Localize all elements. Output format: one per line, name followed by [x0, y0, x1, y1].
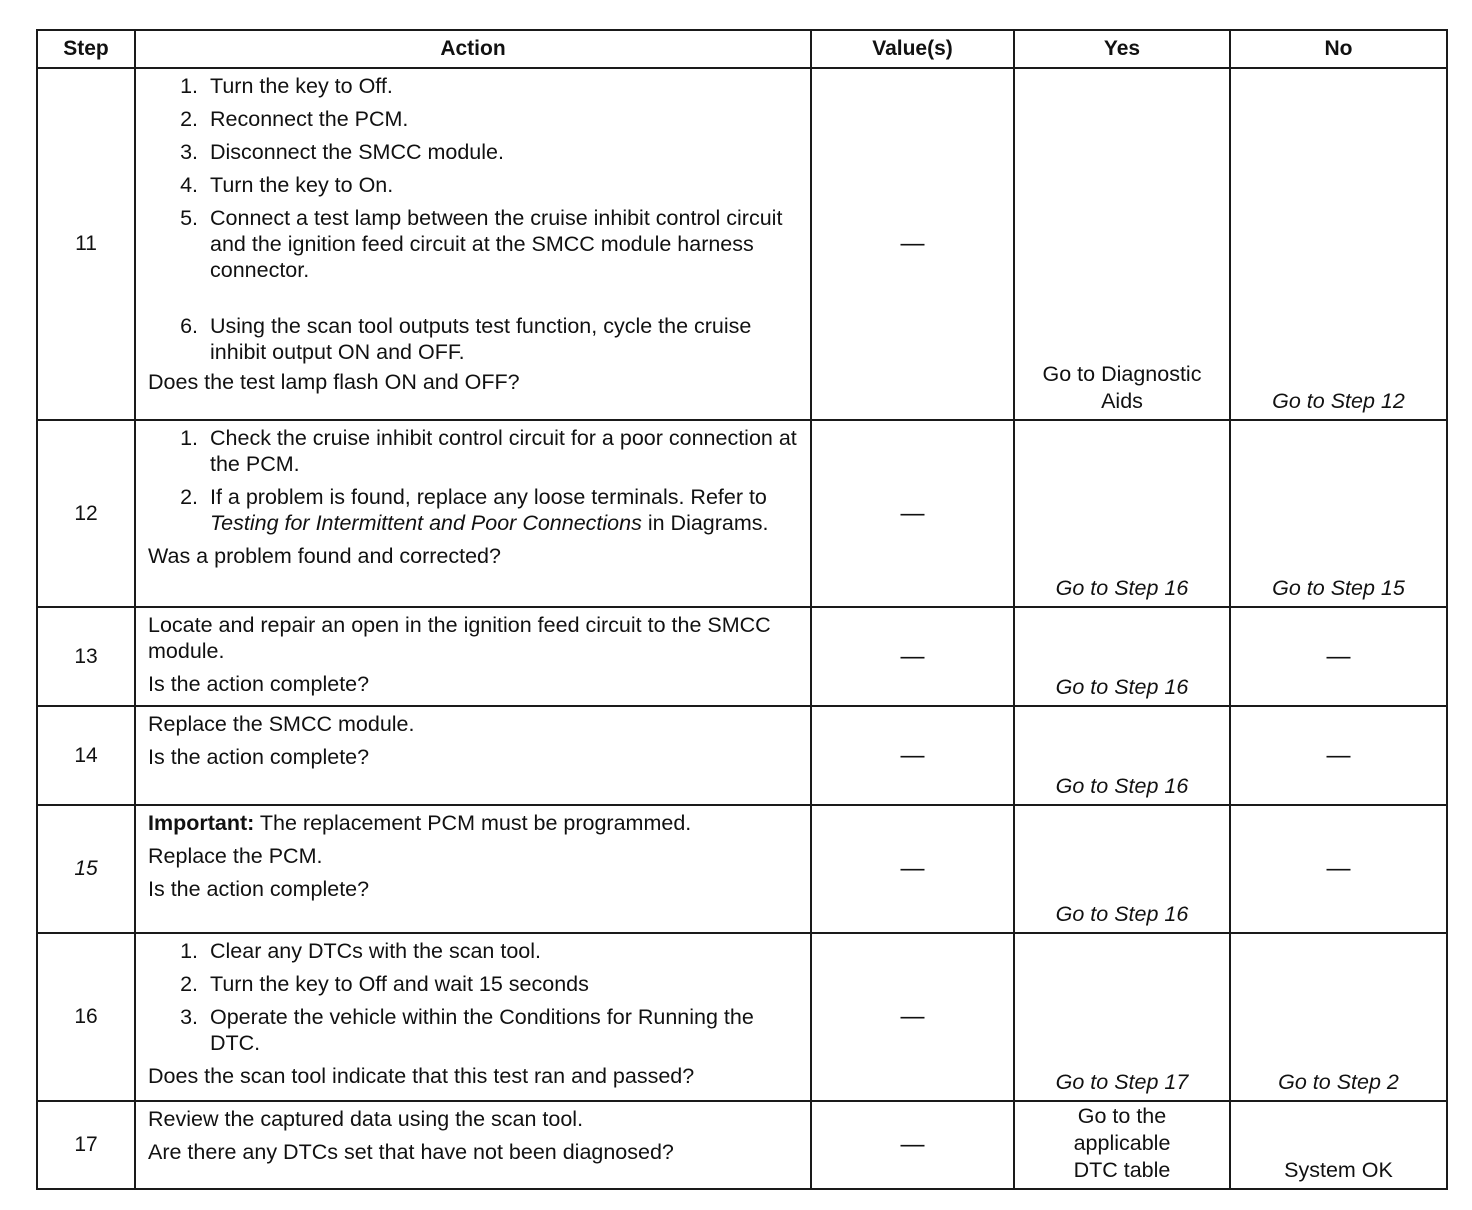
value-cell: — — [811, 607, 1014, 706]
action-item: 1. Check the cruise inhibit control circuit for a poor connection at the PCM. — [204, 425, 800, 477]
no-cell: — — [1230, 706, 1447, 805]
action-cell — [135, 1101, 811, 1189]
important-text: The replacement PCM must be programmed. — [259, 811, 692, 835]
yes-link[interactable]: Go to Step 17 — [1014, 933, 1230, 1101]
action-text: Locate and repair an open in the ignition feed circuit to the SMCC module. — [148, 613, 771, 663]
yes-link[interactable]: Go to Step 16 — [1014, 420, 1230, 607]
table-row-step-15 — [37, 805, 1447, 933]
action-question: Does the test lamp flash ON and OFF? — [148, 370, 520, 394]
action-cell — [135, 706, 811, 805]
header-yes: Yes — [1014, 30, 1230, 68]
action-item: 3. Operate the vehicle within the Conditions for Running the DTC. — [204, 1004, 800, 1056]
action-item — [204, 484, 800, 536]
action-question: Does the scan tool indicate that this test ran and passed? — [148, 1064, 695, 1088]
action-item: 3. Disconnect the SMCC module. — [204, 139, 800, 165]
value-cell: — — [811, 706, 1014, 805]
yes-text: Go to the applicable DTC table — [1073, 1104, 1171, 1182]
important-label: Important: — [148, 811, 255, 835]
header-no: No — [1230, 30, 1447, 68]
action-item: 4. Turn the key to On. — [204, 172, 800, 198]
important-note — [148, 810, 800, 836]
yes-link[interactable] — [1014, 68, 1230, 420]
table-row-step-13 — [37, 607, 1447, 706]
yes-link[interactable]: Go to Step 16 — [1014, 607, 1230, 706]
step-number: 14 — [37, 706, 135, 805]
action-item: 2. Turn the key to Off and wait 15 seconds — [204, 971, 800, 997]
no-link[interactable]: Go to Step 12 — [1230, 68, 1447, 420]
no-cell: — — [1230, 607, 1447, 706]
yes-link[interactable]: Go to Step 16 — [1014, 706, 1230, 805]
diagnostic-table — [36, 29, 1448, 1190]
step-number: 13 — [37, 607, 135, 706]
action-item: 1. Clear any DTCs with the scan tool. — [204, 938, 800, 964]
action-list — [148, 425, 800, 536]
step-number: 16 — [37, 933, 135, 1101]
action-item: 6. Using the scan tool outputs test function, cycle the cruise inhibit output ON and OFF. — [204, 313, 800, 365]
yes-text: Go to Diagnostic Aids — [1042, 362, 1202, 413]
step-number: 17 — [37, 1101, 135, 1189]
header-row — [37, 30, 1447, 68]
action-list — [148, 73, 800, 365]
action-cell — [135, 805, 811, 933]
no-link[interactable]: System OK — [1230, 1101, 1447, 1189]
value-cell: — — [811, 805, 1014, 933]
table-row-step-11 — [37, 68, 1447, 420]
reference-in: in — [647, 511, 665, 535]
action-question: Is the action complete? — [148, 745, 370, 769]
header-step: Step — [37, 30, 135, 68]
action-cell — [135, 68, 811, 420]
yes-link[interactable] — [1014, 1101, 1230, 1189]
action-cell — [135, 607, 811, 706]
table-row-step-14 — [37, 706, 1447, 805]
no-cell: — — [1230, 805, 1447, 933]
step-number: 15 — [37, 805, 135, 933]
reference-section: Diagrams. — [670, 511, 769, 535]
step-number: 12 — [37, 420, 135, 607]
action-question: Is the action complete? — [148, 877, 370, 901]
header-values: Value(s) — [811, 30, 1014, 68]
action-text: Replace the SMCC module. — [148, 712, 415, 736]
action-text: Replace the PCM. — [148, 844, 323, 868]
action-item: 1. Turn the key to Off. — [204, 73, 800, 99]
action-cell — [135, 933, 811, 1101]
table-row-step-12 — [37, 420, 1447, 607]
action-item: 5. Connect a test lamp between the cruise inhibit control circuit and the ignition feed circuit at the SMCC module harness connector. — [204, 205, 800, 283]
value-cell: — — [811, 933, 1014, 1101]
action-question: Are there any DTCs set that have not been diagnosed? — [148, 1140, 674, 1164]
table-row-step-16 — [37, 933, 1447, 1101]
header-action: Action — [135, 30, 811, 68]
action-text: Review the captured data using the scan tool. — [148, 1107, 584, 1131]
table-row-step-17 — [37, 1101, 1447, 1189]
no-link[interactable]: Go to Step 15 — [1230, 420, 1447, 607]
action-cell — [135, 420, 811, 607]
no-link[interactable]: Go to Step 2 — [1230, 933, 1447, 1101]
step-number: 11 — [37, 68, 135, 420]
action-question: Is the action complete? — [148, 672, 370, 696]
yes-link[interactable]: Go to Step 16 — [1014, 805, 1230, 933]
value-cell: — — [811, 1101, 1014, 1189]
action-list — [148, 938, 800, 1056]
value-cell: — — [811, 68, 1014, 420]
action-question: Was a problem found and corrected? — [148, 544, 501, 568]
action-item: 2. Reconnect the PCM. — [204, 106, 800, 132]
value-cell: — — [811, 420, 1014, 607]
action-item-text: If a problem is found, replace any loose terminals. Refer to — [210, 485, 767, 509]
reference-title: Testing for Intermittent and Poor Connections — [210, 511, 642, 535]
